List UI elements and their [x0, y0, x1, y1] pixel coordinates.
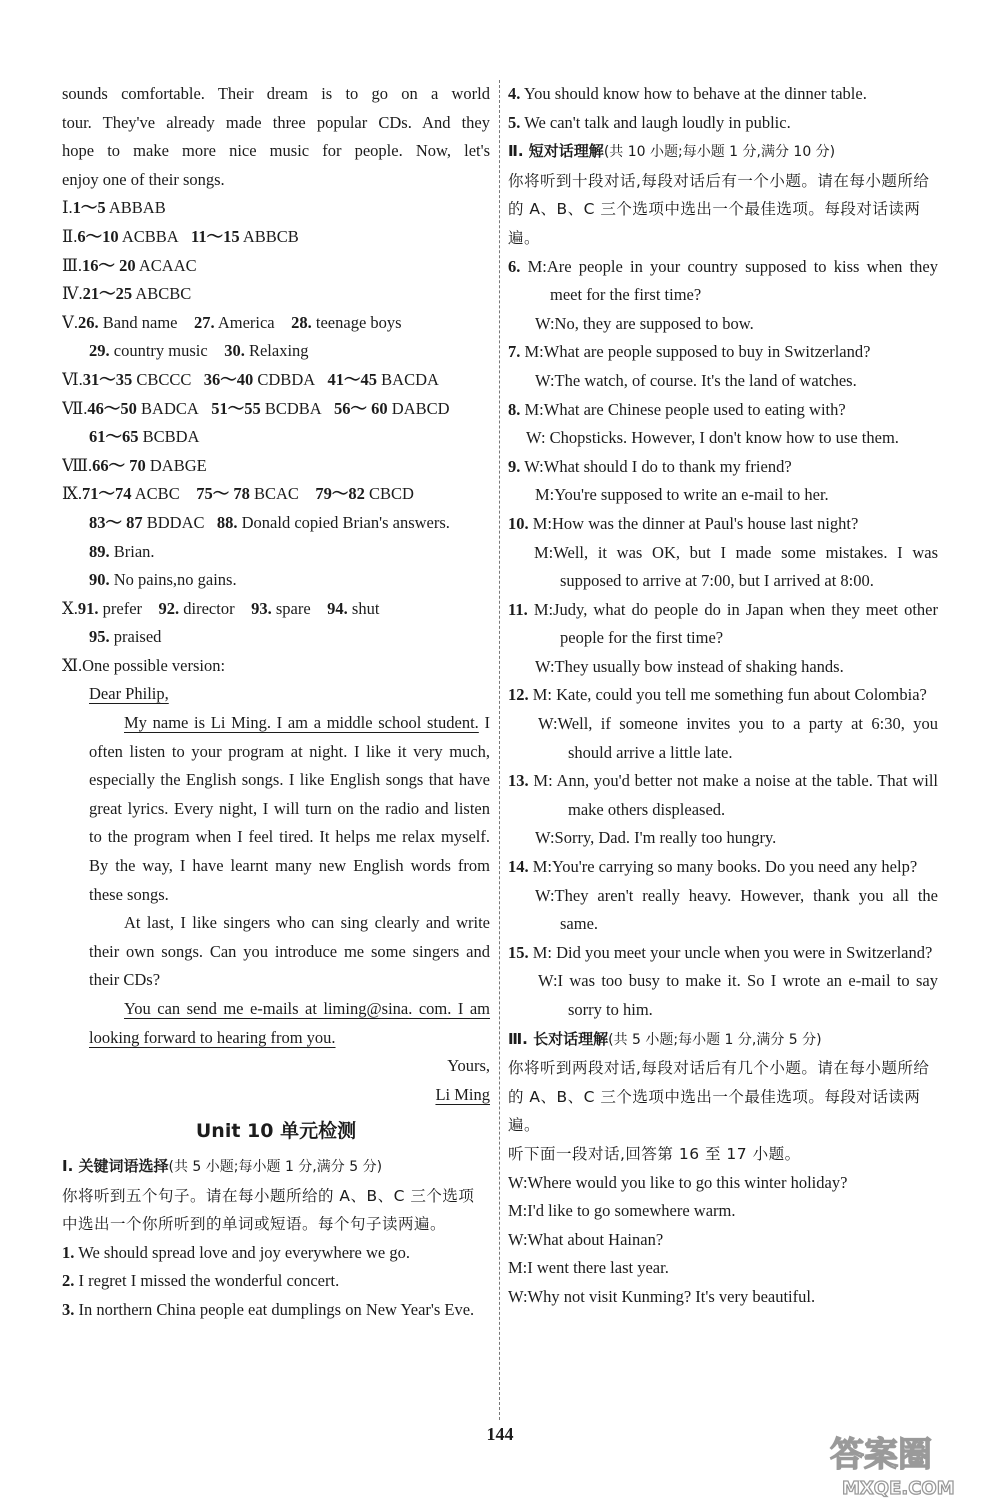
answer-row-4: Ⅳ.21～25 ABCBC: [62, 284, 192, 304]
intro-line: sounds comfortable. Their dream is to go on a world: [62, 84, 490, 103]
watermark-cn: 答案圈: [830, 1435, 932, 1475]
letter-paragraph-3: You can send me e-mails at liming@sina. com. I am looking forward to hearing from you.: [89, 999, 490, 1047]
part-i-instruction: 你将听到五个句子。请在每小题所给的 A、B、C 三个选项中选出一个你所听到的单词或短语。每个句子读两遍。: [62, 1186, 475, 1234]
answer-row-9c: 89. Brian.: [89, 541, 155, 561]
answer-row-5: Ⅴ.26. Band name 27. America 28. teenage boys: [62, 312, 402, 332]
watermark-logo: [820, 1426, 990, 1502]
answer-row-6: Ⅵ.31～35 CBCCC 36～40 CDBDA 41～45 BACDA: [62, 369, 439, 389]
part-i-heading: Ⅰ. 关键词语选择(共 5 小题;每小题 1 分,满分 5 分): [62, 1156, 383, 1175]
right-column: [508, 80, 938, 1312]
answer-row-7b: 61～65 BCBDA: [89, 427, 200, 447]
part-iii-instruction: 你将听到两段对话,每段对话后有几个小题。请在每小题所给的 A、B、C 三个选项中选出一个最佳选项。每段对话读两遍。: [508, 1059, 930, 1135]
dialogue-11: 11. M:Judy, what do people do in Japan when they meet other people for the first time? W:They usually bow instead of shaking hands.: [508, 599, 939, 676]
dialogue-12: 12. M: Kate, could you tell me something fun about Colombia? W:Well, if someone invites you to a party at 6:30, you should arrive a little late.: [508, 685, 938, 762]
answer-row-8: Ⅷ.66～ 70 DABGE: [62, 455, 207, 475]
answer-row-9b: 83～ 87 BDDAC 88. Donald copied Brian's answers.: [89, 512, 450, 532]
intro-line: tour. They've already made three popular CDs. And they: [62, 112, 490, 132]
listening-item: 4. You should know how to behave at the dinner table.: [508, 84, 867, 103]
unit-title: Unit 10 单元检测: [195, 1120, 357, 1143]
dialogue-10: 10. M:How was the dinner at Paul's house last night? M:Well, it was OK, but I made some mistakes. I was supposed to arrive at 7:00, but I arrived at 8:00.: [508, 513, 938, 591]
dialogue-15: 15. M: Did you meet your uncle when you were in Switzerland? W:I was too busy to make it. So I wrote an e-mail to say sorry to him.: [508, 942, 938, 1019]
column-divider: [499, 80, 500, 1420]
part-ii-heading: Ⅱ. 短对话理解(共 10 小题;每小题 1 分,满分 10 分): [508, 142, 836, 161]
dialogue-line: W:Why not visit Kunming? It's very beautiful.: [508, 1286, 816, 1306]
letter-greeting: Dear Philip,: [89, 684, 169, 704]
answer-row-1: Ⅰ.1～5 ABBAB: [62, 198, 166, 218]
dialogue-line: M:I'd like to go somewhere warm.: [508, 1201, 736, 1221]
letter-signature: Li Ming: [435, 1084, 490, 1104]
letter-closing: Yours,: [447, 1056, 490, 1076]
dialogue-9: 9. W:What should I do to thank my friend? M:You're supposed to write an e-mail to her.: [508, 456, 829, 505]
intro-line: hope to make more nice music for people. Now, let's: [62, 141, 490, 161]
answer-row-9: Ⅸ.71～74 ACBC 75～ 78 BCAC 79～82 CBCD: [62, 484, 414, 504]
answer-row-10: Ⅹ.91. prefer 92. director 93. spare 94. shut: [62, 598, 380, 618]
watermark-en: MXQE.COM: [842, 1478, 955, 1499]
dialogue-line: M:I went there last year.: [508, 1258, 669, 1278]
dialogue-7: 7. M:What are people supposed to buy in Switzerland? W:The watch, of course. It's the land of watches.: [508, 342, 871, 390]
page-number: 144: [486, 1424, 514, 1444]
answer-row-10b: 95. praised: [89, 627, 162, 647]
answer-row-2: Ⅱ.6～10 ACBBA 11～15 ABBCB: [62, 226, 299, 246]
dialogue-13: 13. M: Ann, you'd better not make a noise at the table. That will make others displeased. W:Sorry, Dad. I'm really too hungry.: [508, 771, 939, 848]
part-iii-heading: Ⅲ. 长对话理解(共 5 小题;每小题 1 分,满分 5 分): [508, 1029, 822, 1048]
letter-paragraph-1: My name is Li Ming. I am a middle school student. I often listen to your program at night. I like it very much, especially the English songs. I like English songs that have great lyrics. Every night, I will turn on the radio and listen to the program when I feel tired. It helps me relax myself. By the way, I have learnt many new English words from these songs.: [89, 713, 491, 904]
listening-item: 2. I regret I missed the wonderful concert.: [62, 1271, 340, 1291]
listening-item: 5. We can't talk and laugh loudly in public.: [508, 112, 791, 132]
dialogue-line: W:Where would you like to go this winter holiday?: [508, 1172, 848, 1192]
dialogue-8: 8. M:What are Chinese people used to eating with? W: Chopsticks. However, I don't know how to use them.: [508, 399, 899, 448]
listening-item: 1. We should spread love and joy everywhere we go.: [62, 1242, 410, 1262]
intro-line: enjoy one of their songs.: [62, 169, 225, 189]
part-ii-instruction: 你将听到十段对话,每段对话后有一个小题。请在每小题所给的 A、B、C 三个选项中选出一个最佳选项。每段对话读两遍。: [508, 171, 930, 247]
answer-row-5b: 29. country music 30. Relaxing: [89, 341, 309, 361]
answer-row-3: Ⅲ.16～ 20 ACAAC: [62, 255, 197, 275]
writing-label: Ⅺ.One possible version:: [62, 655, 226, 675]
answer-row-7: Ⅶ.46～50 BADCA 51～55 BCDBA 56～ 60 DABCD: [62, 398, 450, 418]
dialogue-line: W:What about Hainan?: [508, 1229, 664, 1249]
left-column: [62, 80, 490, 1325]
letter-paragraph-2: At last, I like singers who can sing clearly and write their own songs. Can you introduce me some singers and their CDs?: [89, 913, 490, 990]
listening-item: 3. In northern China people eat dumplings on New Year's Eve.: [62, 1299, 475, 1319]
dialogue-14: 14. M:You're carrying so many books. Do you need any help? W:They aren't really heavy. However, thank you all the same.: [508, 857, 938, 934]
dialogue-6: 6. M:Are people in your country supposed to kiss when they meet for the first time? W:No, they are supposed to bow.: [508, 256, 939, 333]
part-iii-lead: 听下面一段对话,回答第 16 至 17 小题。: [508, 1144, 801, 1163]
answer-row-9d: 90. No pains,no gains.: [89, 570, 237, 590]
